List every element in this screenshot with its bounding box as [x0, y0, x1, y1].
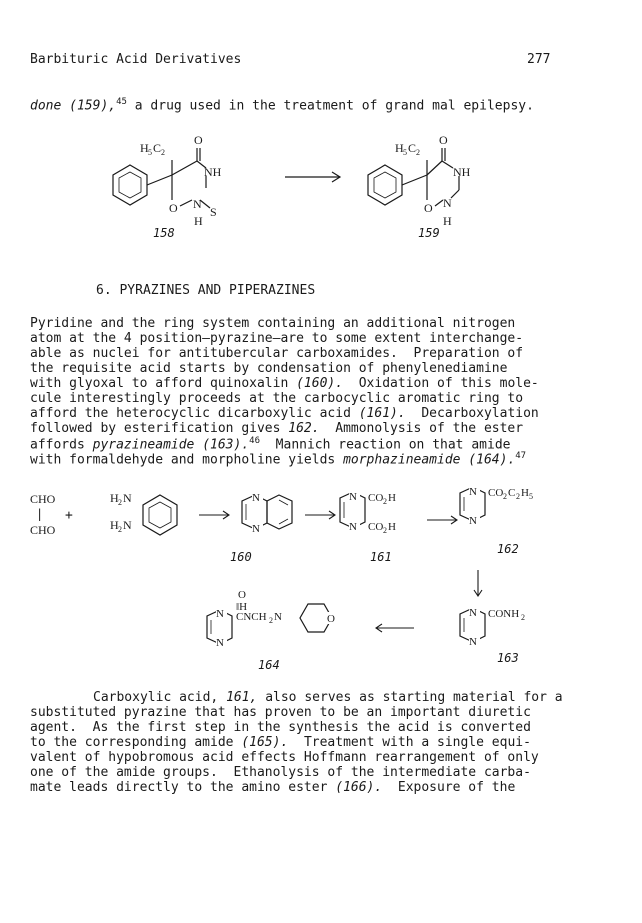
text-span: Mannich reaction on that amide — [260, 437, 511, 453]
text-span: Decarboxylation — [405, 406, 539, 421]
svg-text:N: N — [443, 196, 452, 210]
svg-text:2: 2 — [161, 148, 165, 157]
svg-text:N: N — [469, 486, 477, 498]
para2-line-5: valent of hypobromous acid effects Hoffmann rearrangement of only — [30, 750, 539, 765]
reaction-arrow-6 — [370, 612, 420, 642]
para2-line-4 — [30, 735, 531, 750]
section-heading: 6. PYRAZINES AND PIPERAZINES — [96, 283, 316, 298]
svg-text:H: H — [388, 521, 396, 533]
svg-text:C: C — [153, 141, 162, 155]
svg-text:CO: CO — [368, 521, 384, 533]
svg-text:C: C — [508, 487, 516, 499]
compound-ref-162: 162. — [288, 421, 320, 436]
svg-text:O: O — [169, 201, 178, 215]
para1-line-4: the requisite acid starts by condensation of phenylenediamine — [30, 361, 508, 376]
svg-text:N: N — [252, 523, 260, 535]
page-number: 277 — [527, 52, 551, 67]
svg-text:N: N — [252, 492, 260, 504]
svg-text:2: 2 — [516, 492, 520, 501]
text-span: Treatment with a single equi- — [288, 735, 531, 750]
para1-line-1: Pyridine and the ring system containing an additional nitrogen — [30, 316, 516, 331]
svg-text:O: O — [238, 589, 246, 601]
svg-text:CO: CO — [368, 492, 384, 504]
svg-text:H: H — [388, 492, 396, 504]
compound-label-161: 161 — [370, 550, 392, 564]
svg-text:2: 2 — [521, 613, 525, 622]
svg-text:2: 2 — [416, 148, 420, 157]
text-span: followed by esterification gives — [30, 421, 289, 436]
plus-sign: + — [65, 508, 73, 523]
para1-line-9 — [30, 436, 510, 452]
reaction-arrow-5 — [470, 568, 490, 602]
compound-label-159: 159 — [418, 226, 440, 240]
structure-162 — [455, 477, 565, 537]
structure-161 — [335, 480, 415, 550]
reaction-arrow-1 — [280, 160, 350, 190]
footnote-ref-47: 47 — [515, 451, 527, 461]
glyoxal-bond: | — [36, 507, 44, 521]
svg-text:O: O — [424, 201, 433, 215]
svg-text:N: N — [123, 518, 132, 532]
compound-label-160: 160 — [230, 550, 252, 564]
para2-line-2: substituted pyrazine that has proven to be an important diuretic — [30, 705, 531, 720]
svg-text:CNCH: CNCH — [236, 611, 267, 623]
structure-159 — [355, 128, 555, 238]
text-span: mate leads directly to the amino ester — [30, 780, 336, 795]
svg-text:2: 2 — [118, 525, 122, 534]
svg-text:N: N — [193, 197, 202, 211]
footnote-ref-45: 45 — [116, 97, 127, 107]
svg-text:2: 2 — [383, 526, 387, 535]
svg-text:N: N — [349, 521, 357, 533]
glyoxal-cho-top: CHO — [30, 492, 56, 506]
para1-line-6: cule interestingly proceeds at the carbocyclic aromatic ring to — [30, 391, 524, 406]
glyoxal-cho-bottom: CHO — [30, 523, 56, 537]
text-span: Exposure of the — [382, 780, 516, 795]
svg-text:2: 2 — [118, 498, 122, 507]
svg-text:N: N — [349, 491, 357, 503]
svg-text:H: H — [395, 141, 404, 155]
svg-text:2: 2 — [383, 497, 387, 506]
svg-text:NH: NH — [204, 165, 222, 179]
para1-line-2: atom at the 4 position—pyrazine—are to some extent interchange- — [30, 331, 524, 346]
svg-text:2: 2 — [269, 616, 273, 625]
svg-text:N: N — [216, 608, 224, 620]
compound-label-163: 163 — [497, 651, 519, 665]
compound-ref-161b: 161, — [226, 690, 258, 705]
text-span: to the corresponding amide — [30, 735, 242, 750]
svg-text:CONH: CONH — [488, 608, 520, 620]
compound-ref-165: (165). — [241, 735, 289, 750]
para1-line-8 — [30, 421, 523, 436]
svg-text:H: H — [110, 491, 119, 505]
svg-text:5: 5 — [529, 492, 533, 501]
intro-text: a drug used in the treatment of grand mal epilepsy. — [126, 98, 534, 114]
compound-label-158: 158 — [153, 226, 175, 240]
svg-text:5: 5 — [148, 148, 152, 157]
para1-line-5 — [30, 376, 539, 391]
compound-ref-161: (161). — [358, 406, 406, 421]
para1-line-7 — [30, 406, 539, 421]
text-span: with formaldehyde and morpholine yields — [30, 452, 344, 468]
svg-text:N: N — [123, 491, 132, 505]
compound-ref-160: (160). — [296, 376, 344, 391]
para2-line-1 — [93, 690, 563, 705]
svg-text:NH: NH — [453, 165, 471, 179]
svg-text:O: O — [327, 613, 335, 625]
svg-text:2: 2 — [503, 492, 507, 501]
text-span: Carboxylic acid, — [93, 690, 227, 705]
svg-text:O: O — [194, 133, 203, 147]
structure-phenylenediamine — [110, 485, 190, 545]
text-span: also serves as starting material for a — [257, 690, 563, 705]
compound-ref-164: morphazineamide (164). — [343, 452, 516, 468]
svg-text:‖H: ‖H — [236, 601, 248, 613]
reaction-arrow-2 — [197, 500, 237, 530]
svg-text:N: N — [216, 637, 224, 649]
compound-ref-163: pyrazineamide (163). — [92, 437, 250, 453]
svg-text:N: N — [274, 611, 282, 623]
text-span: afford the heterocyclic dicarboxylic acid — [30, 406, 359, 421]
svg-text:CO: CO — [488, 487, 504, 499]
svg-text:C: C — [408, 141, 417, 155]
compound-label-162: 162 — [497, 542, 519, 556]
svg-text:N: N — [469, 515, 477, 527]
intro-line — [30, 97, 534, 113]
text-span: affords — [30, 437, 93, 453]
svg-text:5: 5 — [403, 148, 407, 157]
running-title: Barbituric Acid Derivatives — [30, 52, 242, 67]
para1-line-10 — [30, 451, 526, 467]
para2-line-3: agent. As the first step in the synthesis the acid is converted — [30, 720, 531, 735]
svg-text:N: N — [469, 636, 477, 648]
compound-label-164: 164 — [258, 658, 280, 672]
structure-164 — [200, 590, 370, 650]
svg-text:O: O — [439, 133, 448, 147]
structure-158 — [100, 128, 300, 238]
svg-text:H: H — [140, 141, 149, 155]
compound-ref-166: (166). — [335, 780, 383, 795]
svg-text:N: N — [469, 607, 477, 619]
svg-text:H: H — [110, 518, 119, 532]
drug-name: done (159), — [30, 98, 117, 114]
para2-line-7 — [30, 780, 515, 795]
svg-text:S: S — [210, 205, 217, 219]
structure-163 — [455, 598, 565, 658]
para1-line-3: able as nuclei for antitubercular carboxamides. Preparation of — [30, 346, 524, 361]
svg-text:H: H — [521, 487, 529, 499]
text-span: with glyoxal to afford quinoxalin — [30, 376, 297, 391]
svg-text:H: H — [194, 214, 203, 228]
para2-line-6: one of the amide groups. Ethanolysis of the intermediate carba- — [30, 765, 531, 780]
text-span: Oxidation of this mole- — [343, 376, 539, 391]
text-span: Ammonolysis of the ester — [319, 421, 524, 436]
footnote-ref-46: 46 — [249, 436, 261, 446]
svg-text:H: H — [443, 214, 452, 228]
